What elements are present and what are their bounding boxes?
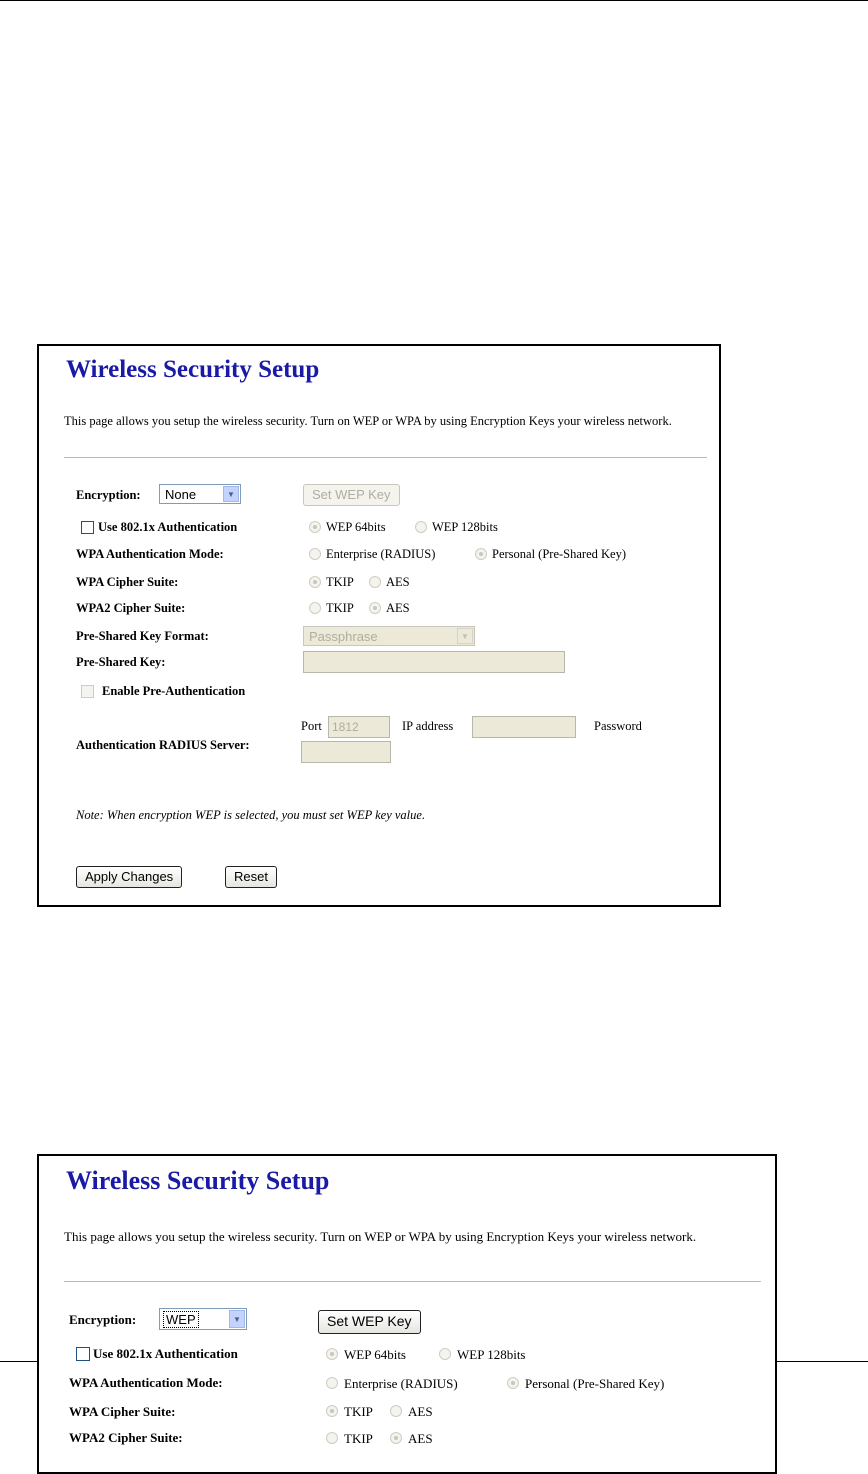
psk-format-select[interactable] bbox=[303, 626, 475, 646]
use-8021x-label: Use 802.1x Authentication bbox=[93, 1346, 238, 1361]
encryption-label: Encryption: bbox=[76, 488, 141, 502]
wep-128bits-label: WEP 128bits bbox=[432, 520, 498, 534]
port-input[interactable]: 1812 bbox=[328, 716, 390, 738]
wpa-tkip-label: TKIP bbox=[326, 575, 354, 589]
wpa-auth-mode-label: WPA Authentication Mode: bbox=[69, 1375, 223, 1390]
enterprise-radius-label: Enterprise (RADIUS) bbox=[326, 547, 436, 561]
enterprise-radius-label: Enterprise (RADIUS) bbox=[344, 1376, 458, 1391]
apply-changes-button[interactable]: Apply Changes bbox=[76, 866, 182, 888]
wpa-tkip-radio[interactable] bbox=[326, 1405, 338, 1417]
wpa-tkip-radio[interactable] bbox=[309, 576, 321, 588]
radius-password-input[interactable] bbox=[301, 741, 391, 763]
port-label: Port bbox=[301, 719, 322, 733]
enable-preauth-label: Enable Pre-Authentication bbox=[102, 684, 246, 698]
set-wep-key-button[interactable]: Set WEP Key bbox=[303, 484, 400, 506]
password-label: Password bbox=[594, 719, 642, 733]
encryption-label: Encryption: bbox=[69, 1312, 137, 1327]
wpa2-tkip-label: TKIP bbox=[344, 1431, 373, 1446]
set-wep-key-button[interactable]: Set WEP Key bbox=[318, 1310, 421, 1334]
enterprise-radius-radio[interactable] bbox=[326, 1377, 338, 1389]
encryption-select[interactable] bbox=[159, 484, 241, 504]
ip-address-label: IP address bbox=[402, 719, 454, 733]
radius-server-label: Authentication RADIUS Server: bbox=[76, 738, 250, 752]
encryption-select[interactable] bbox=[159, 1308, 247, 1330]
wpa-aes-radio[interactable] bbox=[390, 1405, 402, 1417]
wpa2-tkip-label: TKIP bbox=[326, 601, 354, 615]
use-8021x-checkbox[interactable] bbox=[76, 1347, 90, 1361]
wpa2-tkip-radio[interactable] bbox=[326, 1432, 338, 1444]
psk-input[interactable] bbox=[303, 651, 565, 673]
encryption-select-value: WEP bbox=[163, 1311, 199, 1328]
wpa-aes-label: AES bbox=[386, 575, 410, 589]
reset-button[interactable]: Reset bbox=[225, 866, 277, 888]
wep-64bits-label: WEP 64bits bbox=[344, 1347, 406, 1362]
wpa-cipher-label: WPA Cipher Suite: bbox=[69, 1404, 176, 1419]
wpa2-aes-label: AES bbox=[386, 601, 410, 615]
wep-64bits-radio[interactable] bbox=[309, 521, 321, 533]
wep-128bits-radio[interactable] bbox=[415, 521, 427, 533]
wpa2-cipher-label: WPA2 Cipher Suite: bbox=[76, 601, 186, 615]
personal-psk-radio[interactable] bbox=[475, 548, 487, 560]
wpa2-cipher-label: WPA2 Cipher Suite: bbox=[69, 1430, 183, 1445]
encryption-select-value: None bbox=[165, 487, 197, 502]
page-title: Wireless Security Setup bbox=[66, 1166, 330, 1195]
wpa2-aes-radio[interactable] bbox=[369, 602, 381, 614]
enterprise-radius-radio[interactable] bbox=[309, 548, 321, 560]
wpa-aes-radio[interactable] bbox=[369, 576, 381, 588]
personal-psk-label: Personal (Pre-Shared Key) bbox=[525, 1376, 665, 1391]
wpa-auth-mode-label: WPA Authentication Mode: bbox=[76, 547, 224, 561]
ip-address-input[interactable] bbox=[472, 716, 576, 738]
divider bbox=[64, 457, 707, 458]
page-description: This page allows you setup the wireless security. Turn on WEP or WPA by using Encryption Keys your wireless network. bbox=[64, 414, 672, 428]
wep-note: Note: When encryption WEP is selected, you must set WEP key value. bbox=[76, 808, 426, 822]
page-description: This page allows you setup the wireless security. Turn on WEP or WPA by using Encryption Keys your wireless network. bbox=[64, 1229, 697, 1244]
wpa-aes-label: AES bbox=[408, 1404, 433, 1419]
use-8021x-checkbox[interactable] bbox=[81, 521, 94, 534]
wep-64bits-label: WEP 64bits bbox=[326, 520, 386, 534]
personal-psk-label: Personal (Pre-Shared Key) bbox=[492, 547, 626, 561]
enable-preauth-checkbox[interactable] bbox=[81, 685, 94, 698]
wpa2-aes-label: AES bbox=[408, 1431, 433, 1446]
wpa-tkip-label: TKIP bbox=[344, 1404, 373, 1419]
psk-format-label: Pre-Shared Key Format: bbox=[76, 629, 209, 643]
chevron-down-icon: ▼ bbox=[223, 486, 239, 502]
wpa2-tkip-radio[interactable] bbox=[309, 602, 321, 614]
wpa-cipher-label: WPA Cipher Suite: bbox=[76, 575, 179, 589]
page-title: Wireless Security Setup bbox=[66, 356, 320, 383]
page-top-rule bbox=[0, 0, 868, 1]
divider bbox=[64, 1281, 761, 1282]
use-8021x-label: Use 802.1x Authentication bbox=[98, 520, 238, 534]
wep-64bits-radio[interactable] bbox=[326, 1348, 338, 1360]
chevron-down-icon: ▼ bbox=[457, 628, 473, 644]
wpa2-aes-radio[interactable] bbox=[390, 1432, 402, 1444]
page-left-rule bbox=[0, 1361, 40, 1362]
personal-psk-radio[interactable] bbox=[507, 1377, 519, 1389]
page-right-rule bbox=[762, 1361, 868, 1362]
psk-format-select-value: Passphrase bbox=[309, 629, 378, 644]
security-setup-panel-none bbox=[37, 344, 721, 907]
security-setup-panel-wep bbox=[37, 1154, 777, 1474]
chevron-down-icon: ▼ bbox=[229, 1310, 245, 1328]
wep-128bits-radio[interactable] bbox=[439, 1348, 451, 1360]
psk-label: Pre-Shared Key: bbox=[76, 655, 166, 669]
wep-128bits-label: WEP 128bits bbox=[457, 1347, 526, 1362]
